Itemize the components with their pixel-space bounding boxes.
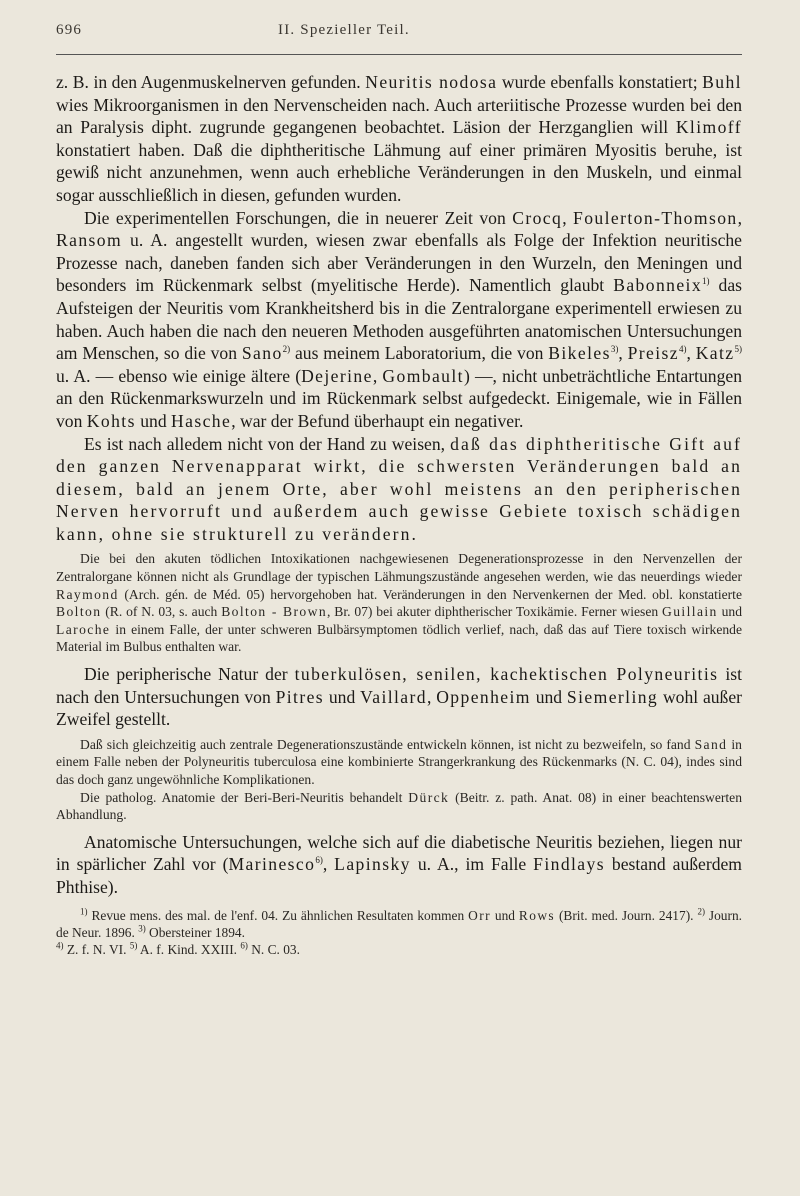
page-number: 696 [56, 22, 83, 38]
running-title: II. Spezieller Teil. [278, 22, 410, 38]
header-rule [56, 54, 742, 55]
paragraph-2: Die experimentellen Forschungen, die in neuerer Zeit von Crocq, Foulerton-Thomson, Ransom u. A. angestellt wurden, wiesen zwar ebenfalls als Folge der Infektion neuritische Prozesse nach, daneben fanden sich aber Veränderungen in den Wurzeln, den Meningen und besonders im Rückenmark selbst (myelitische Herde). Namentlich glaubt Babonneix$^{1)}$ das Aufsteigen der Neuritis vom Krankheitsherd bis in die Zentralorgane experimentell erwiesen zu haben. Auch haben die nach den neueren Methoden ausgeführten anatomischen Untersuchungen am Menschen, so die von Sano$^{2)}$ aus meinem Laboratorium, die von Bikeles$^{3)}$, Preisz$^{4)}$, Katz$^{5)}$ u. A. — ebenso wie einige ältere (Dejerine, Gombault) —, nicht unbeträchtliche Entartungen an den Rückenmarkswurzeln und im Rückenmark selbst aufgedeckt. Einigemale, wie in Fällen von Kohts und Hasche, war der Befund überhaupt ein negativer. [56, 207, 743, 431]
running-header [56, 22, 742, 48]
note-2a: Daß sich gleichzeitig auch zentrale Degenerationszustände entwickeln können, ist nicht zu bezweifeln, so fand Sand in einem Falle neben der Polyneuritis tuberculosa eine kombinierte Strangerkrankung des Rückenmarks (N. C. 04), indes sind das doch ganz ungewöhnliche Komplikationen. [56, 736, 742, 787]
small-print-note-1 [56, 550, 742, 656]
main-text-3 [56, 831, 742, 899]
footnotes [56, 907, 742, 959]
paragraph-4: Die peripherische Natur der tuberkulösen, senilen, kachektischen Polyneuritis ist nach den Untersuchungen von Pitres und Vaillard, Oppenheim und Siemerling wohl außer Zweifel gestellt. [56, 664, 743, 730]
note-1: Die bei den akuten tödlichen Intoxikationen nachgewiesenen Degenerationsprozesse in den Nervenzellen der Zentralorgane können nicht als Grundlage der typischen Lähmungszustände angesehen werden, wie das neuerdings wieder Raymond (Arch. gén. de Méd. 05) hervorgehoben hat. Veränderungen in den Nervenkernen der Med. obl. konstatierte Bolton (R. of N. 03, s. auch Bolton - Brown, Br. 07) bei akuter diphtherischer Toxikämie. Ferner wiesen Guillain und Laroche in einem Falle, der unter schweren Bulbärsymptomen tödlich verlief, nach, daß das auf Tiere toxisch wirkende Material im Bulbus enthalten war. [56, 551, 742, 655]
small-print-note-2 [56, 736, 742, 824]
main-text [56, 71, 742, 545]
footnote-line-2: $^{4)}$ Z. f. N. VI. $^{5)}$ A. f. Kind. XXIII. $^{6)}$ N. C. 03. [56, 940, 300, 958]
footnote-line-1: $^{1)}$ Revue mens. des mal. de l'enf. 04. Zu ähnlichen Resultaten kommen Orr und Rows (Brit. med. Journ. 2417). $^{2)}$ Journ. de Neur. 1896. $^{3)}$ Obersteiner 1894. [56, 906, 742, 940]
main-text-2 [56, 663, 742, 731]
paragraph-3: Es ist nach alledem nicht von der Hand zu weisen, daß das diphtheritische Gift auf den ganzen Nervenapparat wirkt, die schwersten Veränderungen bald an diesem, bald an jenem Orte, aber wohl meistens an den peripherischen Nerven hervorruft und außerdem auch gewisse Gebiete toxisch schädigen kann, ohne sie strukturell zu verändern. [56, 433, 742, 544]
paragraph-1: z. B. in den Augenmuskelnerven gefunden. Neuritis nodosa wurde ebenfalls konstatiert; Buhl wies Mikroorganismen in den Nervenscheiden nach. Auch arteriitische Prozesse wurden bei den an Paralysis dipht. zugrunde gegangenen beobachtet. Läsion der Herzganglien will Klimoff konstatiert haben. Daß die diphtheritische Lähmung auf einer primären Myositis beruhe, ist gewiß nicht anzunehmen, wenn auch erhebliche Veränderungen in den Muskeln, und einmal sogar ausschließlich in diesen, gefunden wurden. [56, 72, 742, 205]
paragraph-5: Anatomische Untersuchungen, welche sich auf die diabetische Neuritis beziehen, liegen nur in spärlicher Zahl vor (Marinesco$^{6)}$, Lapinsky u. A., im Falle Findlays bestand außerdem Phthise). [56, 831, 742, 897]
note-2b: Die patholog. Anatomie der Beri-Beri-Neuritis behandelt Dürck (Beitr. z. path. Anat. 08) in einer beachtenswerten Abhandlung. [56, 789, 742, 823]
